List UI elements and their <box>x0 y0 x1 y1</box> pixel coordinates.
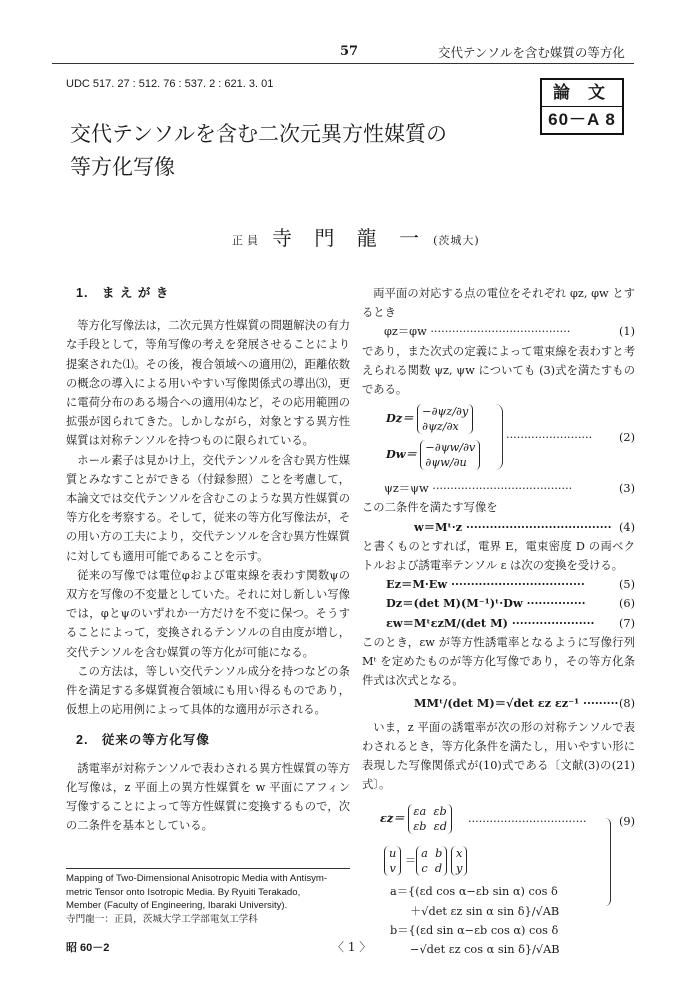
footnote-line-1: Mapping of Two-Dimensional Anisotropic Media with Antisym- <box>66 873 328 884</box>
author-line <box>232 222 480 251</box>
paper-badge <box>540 78 624 135</box>
paragraph-intro-3: 従来の写像では電位φおよび電束線を表わす関数ψの双方を写像の不変量としていた。それに対し新しい写像では，φとψのいずれか一方だけを不変に保つ。そうすることによって，変換されるテンソルの自由度が増し，交代テンソルを含む媒質の等方化が可能になる。 <box>66 568 350 659</box>
equation-10-b2: −√det εz cos α sin δ}/√AB <box>410 943 560 957</box>
paper-title <box>70 118 500 184</box>
equation-1: φz＝φw ······································· (1) <box>384 325 635 339</box>
paragraph-flux: であり，また次式の定義によって電束線を表わすと考えられる関数 ψz, ψw についても (3)式を満たすものである。 <box>362 344 635 397</box>
udc-code: UDC 517. 27 : 512. 76 : 537. 2 : 621. 3. 01 <box>66 78 274 90</box>
equation-5: Ez＝M·Ew ·································· (5) <box>386 577 635 592</box>
running-title: 交代テンソルを含む媒質の等方化 <box>438 45 625 60</box>
header-rule <box>52 63 634 64</box>
equation-10-a2: ＋√det εz sin α sin δ}/√AB <box>410 904 560 918</box>
vector-uv: u v <box>384 846 401 876</box>
footer-page: 〈 1 〉 <box>332 940 372 954</box>
section-heading-1: 1. ま え が き <box>76 286 170 300</box>
equation-7: εw＝MᵗεzM/(det M) ····················· (7) <box>386 615 635 630</box>
paragraph-transform: と書くものとすれば，電界 E，電束密度 D の両ベクトルおよび誘電率テンソル ε は次の変換を受ける。 <box>362 539 635 573</box>
right-column <box>362 284 635 959</box>
footnote-rule <box>66 868 350 869</box>
equation-10-b1: b＝{(εd sin α−εb cos α) cos δ <box>390 923 559 937</box>
paragraph-mapping: この二条件を満たす写像を <box>362 501 498 515</box>
equation-10-brace <box>602 818 611 906</box>
author-name: 寺 門 龍 一 <box>272 226 428 250</box>
equation-10-a1: a＝{(εd cos α−εb sin α) cos δ <box>390 885 558 899</box>
title-line-2: 等方化写像 <box>70 155 175 179</box>
footnote-line-4: 寺門龍一：正員，茨城大学工学部電気工学科 <box>66 913 258 925</box>
author-footnote <box>66 872 356 926</box>
title-line-1: 交代テンソルを含む二次元異方性媒質の <box>70 122 447 146</box>
vector-xy: x y <box>451 846 467 876</box>
paragraph-conventional: 誘電率が対称テンソルで表わされる異方性媒質の等方化写像は，z 平面上の異方性媒質を w 平面にアフィン写像することによって等方性媒質に変換するもので，次の二条件を基本としている。 <box>66 761 350 833</box>
author-role: 正員 <box>232 233 262 247</box>
paragraph-intro-1: 等方化写像法は，二次元異方性媒質の問題解決の有力な手段として，等角写像の考えを発展させることにより提案された⑴。その後，複合領域への適用⑵，距離依数の概念の導入による用いやすい写像関係式の導出⑶，更に電荷分布のある場合への適用⑷など，その応用範囲の拡張が図られてきた。しかしながら，対象とする異方性媒質は対称テンソルを持つものに限られている。 <box>66 319 350 448</box>
equation-8: MMᵗ/(det M)＝√det εz εz⁻¹ ········· (8) <box>414 696 635 711</box>
matrix-dz: −∂ψz/∂y ∂ψz/∂x <box>417 404 473 434</box>
equation-2: Dz＝ −∂ψz/∂y ∂ψz/∂x Dw＝ −∂ψw/∂v ∂ψw/∂u ························ (2) <box>386 405 635 470</box>
equation-3: ψz＝ψw ······································· (3) <box>384 482 635 496</box>
equation-9: εz＝ εa εb εb εd ································· (9) <box>380 805 635 834</box>
paragraph-intro-2: ホール素子は見かけ上，交代テンソルを含む異方性媒質とみなすことができる（付録参照）ことを考慮して，本論文では交代テンソルを含むこのような異方性媒質の等方化を考察する。そして，従来の等方化写像法が，その用い方の工夫により，交代テンソルを含む異方性媒質に対しても適用可能であることを示す。 <box>66 453 350 563</box>
paragraph-symmetric: いま，z 平面の誘電率が次の形の対称テンソルで表わされるとき，等方化条件を満たし，用いやすい形に表現した写像関係式が(10)式である〔文献(3)の(21)式〕。 <box>362 720 635 792</box>
badge-label: 論 文 <box>553 83 611 103</box>
footer-issue: 昭 60－2 <box>66 942 110 954</box>
left-column <box>66 284 350 835</box>
matrix-abcd: a b c d <box>416 846 447 876</box>
footnote-line-3: Member (Faculty of Engineering, Ibaraki University). <box>66 900 288 911</box>
author-affiliation: (茨城大) <box>433 233 480 247</box>
paragraph-intro-4: この方法は，等しい交代テンソル成分を持つなどの条件を満足する多媒質複合領域にも用い得るものであり，仮想上の応用例によって具体的な適用が示される。 <box>66 664 350 717</box>
matrix-epsilon: εa εb εb εd <box>408 804 452 834</box>
section-heading-2: 2. 従来の等方化写像 <box>76 733 210 748</box>
paragraph-potential: 両平面の対応する点の電位をそれぞれ φz, φw とするとき <box>362 287 635 320</box>
footnote-line-2: metric Tensor onto Isotropic Media. By Ryuiti Terakado, <box>66 886 301 898</box>
badge-code: 60－A 8 <box>542 106 622 133</box>
equation-4: w＝Mᵗ·z ····································· (4) <box>414 519 635 534</box>
page-number: 57 <box>340 44 359 59</box>
paragraph-isotropic: このとき，εw が等方性誘電率となるように写像行列 Mᵗ を定めたものが等方化写像であり，その等方化条件式は次式となる。 <box>362 635 635 688</box>
equation-10-matrix: u v ＝a b c d x y <box>362 842 635 882</box>
equation-6: Dz＝(det M)(M⁻¹)ᵗ·Dw ··············· (6) <box>386 596 635 611</box>
matrix-dw: −∂ψw/∂v ∂ψw/∂u <box>420 440 480 470</box>
